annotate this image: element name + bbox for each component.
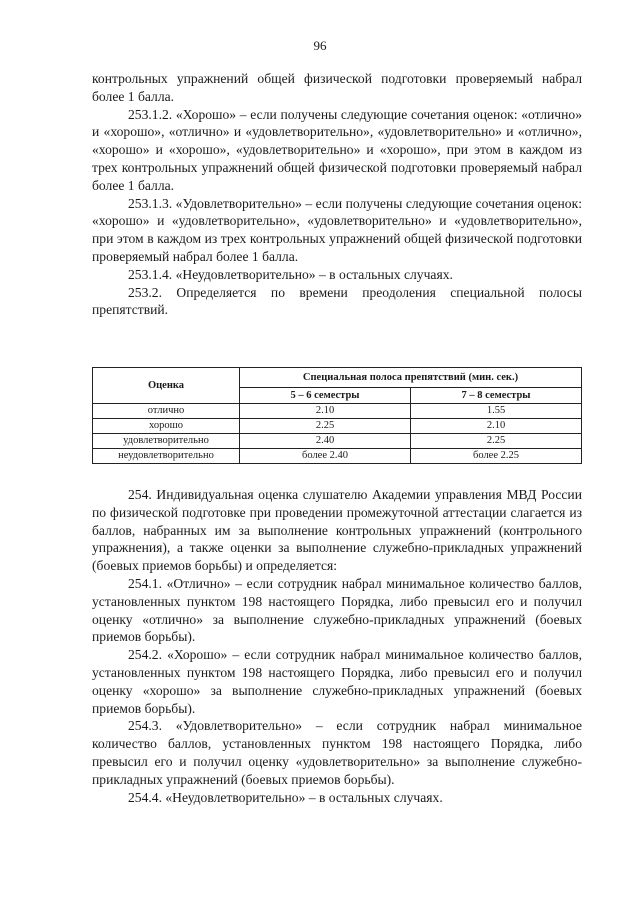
subheader-sem56: 5 – 6 семестры — [240, 388, 411, 404]
cell-grade: неудовлетворительно — [93, 449, 240, 464]
text-block-bottom — [92, 486, 582, 806]
paragraph-254-3: 254.3. «Удовлетворительно» – если сотрудник набрал минимальное количество баллов, установленных пунктом 198 настоящего Порядка, либо превысил его и получил оценку «удовлетворительно» за выполнение служебно-прикладных упражнений (боевых приемов борьбы). — [92, 718, 582, 787]
cell-sem78: 2.25 — [411, 434, 582, 449]
group-header: Специальная полоса препятствий (мин. сек.) — [240, 368, 582, 388]
paragraph-254-2: 254.2. «Хорошо» – если сотрудник набрал минимальное количество баллов, установленных пунктом 198 настоящего Порядка, либо превысил его и получил оценку «хорошо» за выполнение служебно-прикладных упражнений (боевых приемов борьбы). — [92, 647, 582, 716]
subheader-sem78: 7 – 8 семестры — [411, 388, 582, 404]
page-number: 96 — [313, 38, 327, 53]
cell-sem78: 2.10 — [411, 419, 582, 434]
paragraph-254-1: 254.1. «Отлично» – если сотрудник набрал минимальное количество баллов, установленных пунктом 198 настоящего Порядка, либо превысил его и получил оценку «отлично» за выполнение служебно-прикладных упражнений (боевых приемов борьбы). — [92, 575, 582, 645]
paragraph-254: 254. Индивидуальная оценка слушателю Академии управления МВД России по физической подготовке при проведении промежуточной аттестации слагается из баллов, набранных им за выполнение контрольных упражнений (контрольного упражнения), а также оценки за выполнение служебно-прикладных упражнений (боевых приемов борьбы) и определяется: — [92, 487, 582, 574]
cell-sem56: 2.40 — [240, 434, 411, 449]
table-row — [93, 404, 582, 419]
text-block-top — [92, 70, 582, 319]
cell-sem56: 2.25 — [240, 419, 411, 434]
paragraph-254-4: 254.4. «Неудовлетворительно» – в остальных случаях. — [128, 789, 443, 805]
cell-sem78: более 2.25 — [411, 449, 582, 464]
table-row — [93, 419, 582, 434]
table-row — [93, 449, 582, 464]
obstacle-course-table — [92, 367, 582, 464]
grade-header: Оценка — [93, 368, 240, 404]
paragraph-253-1-4: 253.1.4. «Неудовлетворительно» – в остальных случаях. — [128, 266, 453, 282]
table-header-row — [93, 368, 582, 388]
paragraph-253-1-3: 253.1.3. «Удовлетворительно» – если получены следующие сочетания оценок: «хорошо» и «удовлетворительно», «удовлетворительно» и «удовлетворительно», при этом в каждом из трех контрольных упражнений общей физической подготовки проверяемый набрал более 1 балла. — [92, 195, 582, 264]
cell-sem78: 1.55 — [411, 404, 582, 419]
paragraph-continuation: контрольных упражнений общей физической подготовки проверяемый набрал более 1 балла. — [92, 71, 582, 104]
cell-sem56: 2.10 — [240, 404, 411, 419]
cell-grade: хорошо — [93, 419, 240, 434]
table-row — [93, 434, 582, 449]
cell-sem56: более 2.40 — [240, 449, 411, 464]
cell-grade: отлично — [93, 404, 240, 419]
cell-grade: удовлетворительно — [93, 434, 240, 449]
paragraph-253-1-2: 253.1.2. «Хорошо» – если получены следующие сочетания оценок: «отлично» и «хорошо», «отлично» и «удовлетворительно», «удовлетворительно» и «отлично», «хорошо» и «хорошо», «удовлетворительно» и «хорошо», при этом в каждом из трех контрольных упражнений общей физической подготовки проверяемый набрал более 1 балла. — [92, 106, 582, 193]
paragraph-253-2: 253.2. Определяется по времени преодоления специальной полосы препятствий. — [92, 284, 582, 318]
